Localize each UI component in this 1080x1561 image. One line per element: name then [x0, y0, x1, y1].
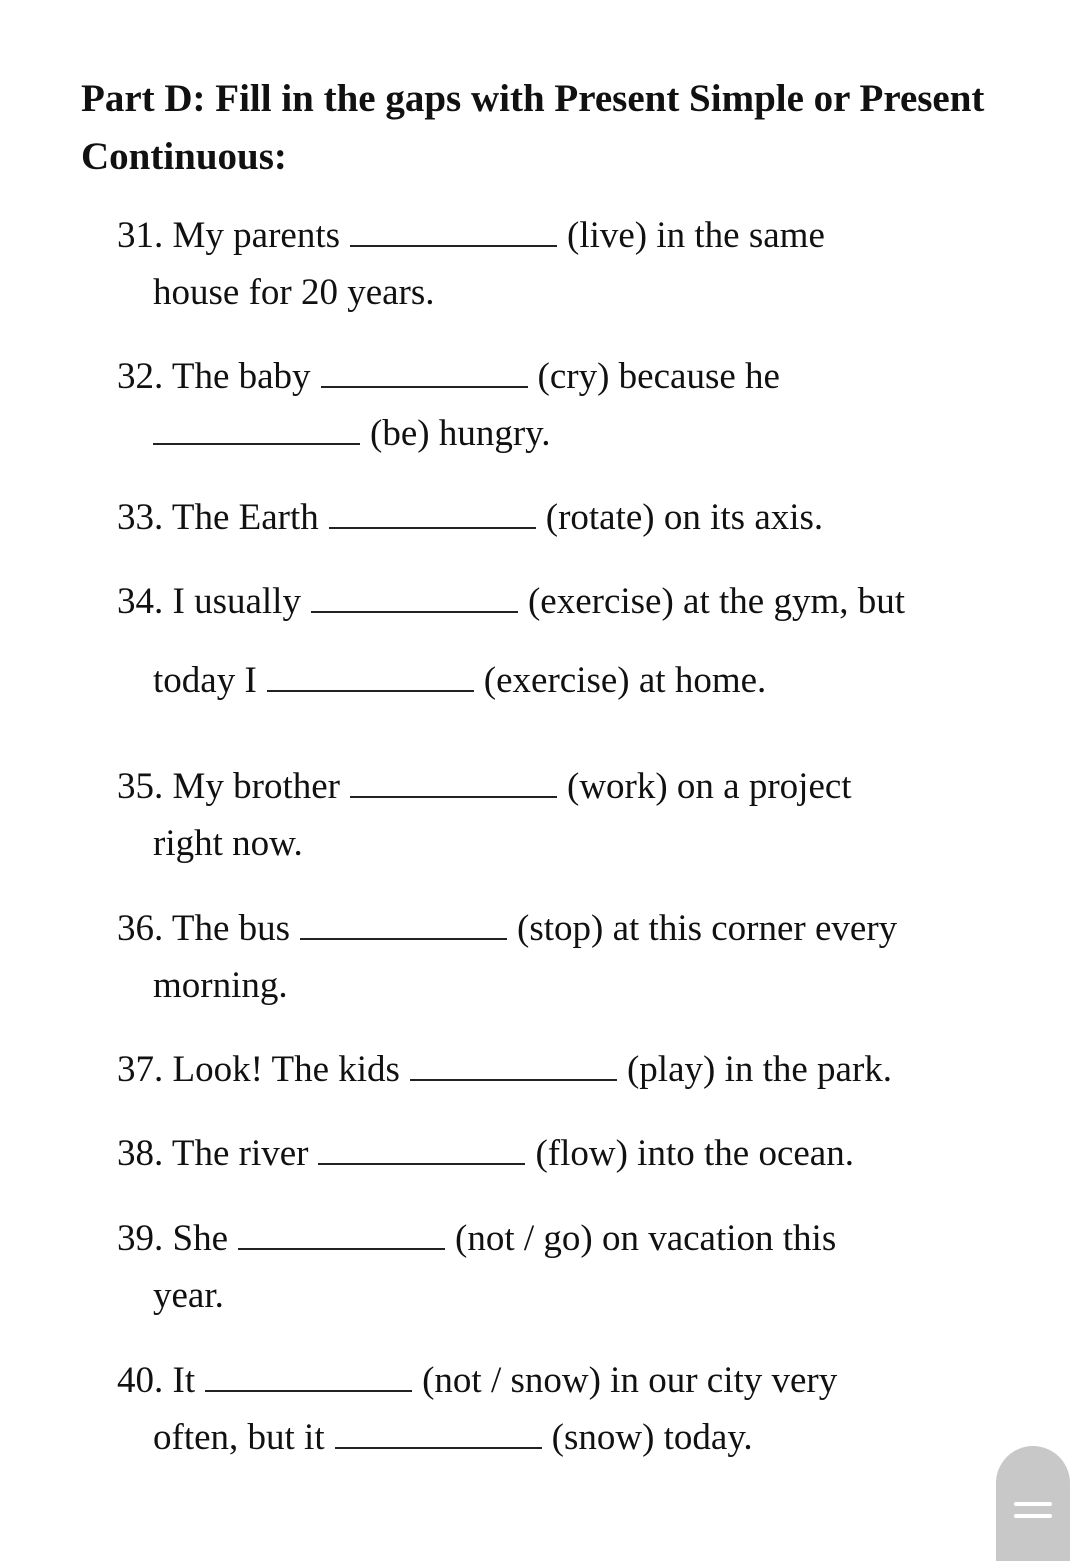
drag-handle-icon [1014, 1514, 1052, 1518]
question-text: The bus [171, 908, 291, 949]
answer-blank[interactable] [267, 660, 474, 692]
question-37-line-1 [117, 1048, 892, 1092]
question-text: It [172, 1360, 196, 1401]
question-32-line-2 [153, 412, 550, 456]
question-36-line-2 [153, 964, 288, 1008]
question-text: year. [153, 1275, 224, 1316]
question-text: (rotate) on its axis. [545, 497, 824, 538]
question-text: My parents [172, 215, 340, 256]
question-35-line-1 [117, 765, 852, 809]
question-text: (live) in the same [567, 215, 825, 256]
question-text: My brother [172, 766, 340, 807]
answer-blank[interactable] [410, 1049, 617, 1081]
question-34-line-2 [153, 659, 766, 703]
answer-blank[interactable] [311, 581, 518, 613]
question-39-line-2 [153, 1274, 224, 1318]
question-text: (snow) today. [551, 1417, 753, 1458]
question-text: (not / snow) in our city very [422, 1360, 838, 1401]
question-number: 34. [117, 581, 164, 622]
question-number: 31. [117, 215, 164, 256]
question-text: (flow) into the ocean. [535, 1133, 854, 1174]
question-text: (not / go) on vacation this [455, 1218, 837, 1259]
question-31-line-1 [117, 214, 825, 258]
question-38-line-1 [117, 1132, 854, 1176]
drag-handle-icon [1014, 1502, 1052, 1506]
question-number: 39. [117, 1218, 164, 1259]
question-34-line-1 [117, 580, 905, 624]
question-text: (exercise) at the gym, but [527, 581, 905, 622]
answer-blank[interactable] [300, 908, 507, 940]
question-33-line-1 [117, 496, 823, 540]
question-40-line-1 [117, 1359, 837, 1403]
question-text: (be) hungry. [370, 413, 551, 454]
question-text: morning. [153, 965, 288, 1006]
question-35-line-2 [153, 822, 303, 866]
answer-blank[interactable] [318, 1133, 525, 1165]
question-number: 37. [117, 1049, 164, 1090]
question-text: I usually [172, 581, 301, 622]
question-text: (work) on a project [567, 766, 852, 807]
question-39-line-1 [117, 1217, 836, 1261]
question-number: 36. [117, 908, 164, 949]
question-text: (cry) because he [537, 356, 780, 397]
question-text: often, but it [153, 1417, 325, 1458]
question-number: 35. [117, 766, 164, 807]
answer-blank[interactable] [238, 1218, 445, 1250]
question-text: today I [153, 660, 257, 701]
question-36-line-1 [117, 907, 897, 951]
question-number: 38. [117, 1133, 164, 1174]
question-text: right now. [153, 823, 303, 864]
question-text: (exercise) at home. [483, 660, 767, 701]
question-text: (play) in the park. [626, 1049, 893, 1090]
question-32-line-1 [117, 355, 780, 399]
page-title: Part D: Fill in the gaps with Present Simple or Present Continuous: [81, 77, 985, 178]
answer-blank[interactable] [350, 215, 557, 247]
question-text: The river [171, 1133, 309, 1174]
question-text: Look! The kids [172, 1049, 400, 1090]
question-text: house for 20 years. [153, 272, 435, 313]
answer-blank[interactable] [205, 1360, 412, 1392]
question-40-line-2 [153, 1416, 753, 1460]
answer-blank[interactable] [335, 1417, 542, 1449]
answer-blank[interactable] [321, 356, 528, 388]
question-31-line-2 [153, 271, 435, 315]
scroll-handle[interactable] [996, 1446, 1070, 1561]
question-number: 40. [117, 1360, 164, 1401]
question-text: (stop) at this corner every [517, 908, 898, 949]
answer-blank[interactable] [350, 766, 557, 798]
answer-blank[interactable] [153, 413, 360, 445]
question-number: 33. [117, 497, 164, 538]
question-number: 32. [117, 356, 164, 397]
question-text: The Earth [171, 497, 319, 538]
question-text: The baby [171, 356, 311, 397]
answer-blank[interactable] [329, 497, 536, 529]
question-text: She [172, 1218, 228, 1259]
